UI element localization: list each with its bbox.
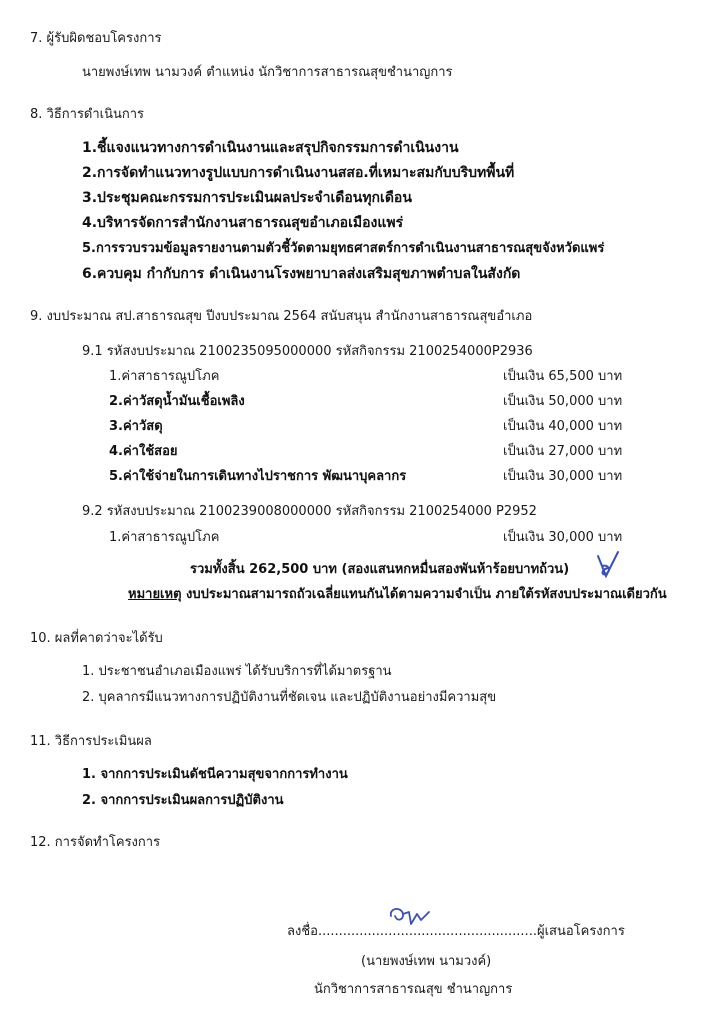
- outcome-item-2: 2. บุคลากรมีแนวทางการปฏิบัติงานที่ชัดเจน และปฏิบัติงานอย่างมีความสุข: [82, 690, 497, 705]
- section-12-heading: 12. การจัดทำโครงการ: [30, 835, 161, 850]
- outcome-item-1: 1. ประชาชนอำเภอเมืองแพร่ ได้รับบริการที่ได้มาตรฐาน: [82, 664, 392, 679]
- method-item-1: 1.ชี้แจงแนวทางการดำเนินงานและสรุปกิจกรรมการดำเนินงาน: [82, 140, 459, 156]
- budget-row-amount: เป็นเงิน 30,000 บาท: [503, 469, 623, 484]
- note-label: หมายเหตุ: [128, 587, 182, 602]
- section-9-heading: 9. งบประมาณ สป.สาธารณสุข ปีงบประมาณ 2564 สนับสนุน สำนักงานสาธารณสุขอำเภอ: [30, 309, 533, 324]
- evaluation-item-1: 1. จากการประเมินดัชนีความสุขจากการทำงาน: [82, 767, 348, 782]
- method-item-2: 2.การจัดทำแนวทางรูปแบบการดำเนินงานสสอ.ที่เหมาะสมกับบริบทพื้นที่: [82, 165, 515, 181]
- method-item-3: 3.ประชุมคณะกรรมการประเมินผลประจำเดือนทุกเดือน: [82, 190, 412, 206]
- budget-row-label: 3.ค่าวัสดุ: [109, 419, 163, 434]
- method-item-5: 5.การรวบรวมข้อมูลรายงานตามตัวชี้วัดตามยุทธศาสตร์การดำเนินงานสาธารณสุขจังหวัดแพร่: [82, 241, 605, 256]
- budget-total: รวมทั้งสิ้น 262,500 บาท (สองแสนหกหมื่นสองพันห้าร้อยบาทถ้วน): [190, 562, 570, 577]
- signer-name: (นายพงษ์เทพ นามวงค์): [361, 954, 492, 969]
- note-text: งบประมาณสามารถถัวเฉลี่ยแทนกันได้ตามความจำเป็น ภายใต้รหัสงบประมาณเดียวกัน: [181, 587, 667, 602]
- signature-line: ลงชื่อ.....................................................ผู้เสนอโครงการ: [287, 924, 625, 939]
- budget-row-amount: เป็นเงิน 50,000 บาท: [503, 394, 623, 409]
- budget-row-amount: เป็นเงิน 65,500 บาท: [503, 369, 623, 384]
- section-11-heading: 11. วิธีการประเมินผล: [30, 734, 152, 749]
- evaluation-item-2: 2. จากการประเมินผลการปฏิบัติงาน: [82, 793, 284, 808]
- budget-row-label: 5.ค่าใช้จ่ายในการเดินทางไปราชการ พัฒนาบุคลากร: [109, 469, 407, 484]
- budget-row-amount: เป็นเงิน 40,000 บาท: [503, 419, 623, 434]
- initials-mark: [592, 548, 626, 582]
- budget-row-amount: เป็นเงิน 30,000 บาท: [503, 530, 623, 545]
- section-7-heading: 7. ผู้รับผิดชอบโครงการ: [30, 31, 162, 46]
- method-item-4: 4.บริหารจัดการสำนักงานสาธารณสุขอำเภอเมืองแพร่: [82, 215, 404, 231]
- method-item-6: 6.ควบคุม กำกับการ ดำเนินงานโรงพยาบาลส่งเสริมสุขภาพตำบลในสังกัด: [82, 266, 521, 282]
- section-10-heading: 10. ผลที่คาดว่าจะได้รับ: [30, 631, 163, 646]
- section-8-heading: 8. วิธีการดำเนินการ: [30, 107, 145, 122]
- budget-note: [128, 588, 667, 601]
- budget-row-label: 4.ค่าใช้สอย: [109, 444, 178, 459]
- budget-9-1-code: 9.1 รหัสงบประมาณ 2100235095000000 รหัสกิจกรรม 2100254000P2936: [82, 344, 533, 359]
- budget-9-2-code: 9.2 รหัสงบประมาณ 2100239008000000 รหัสกิจกรรม 2100254000 P2952: [82, 504, 537, 519]
- budget-row-label: 2.ค่าวัสดุน้ำมันเชื้อเพลิง: [109, 394, 245, 409]
- budget-row-amount: เป็นเงิน 27,000 บาท: [503, 444, 623, 459]
- budget-row-label: 1.ค่าสาธารณูปโภค: [109, 369, 220, 384]
- signer-position: นักวิชาการสาธารณสุข ชำนาญการ: [314, 982, 513, 997]
- responsible-person: นายพงษ์เทพ นามวงค์ ตำแหน่ง นักวิชาการสาธารณสุขชำนาญการ: [82, 65, 453, 80]
- budget-row-label: 1.ค่าสาธารณูปโภค: [109, 530, 220, 545]
